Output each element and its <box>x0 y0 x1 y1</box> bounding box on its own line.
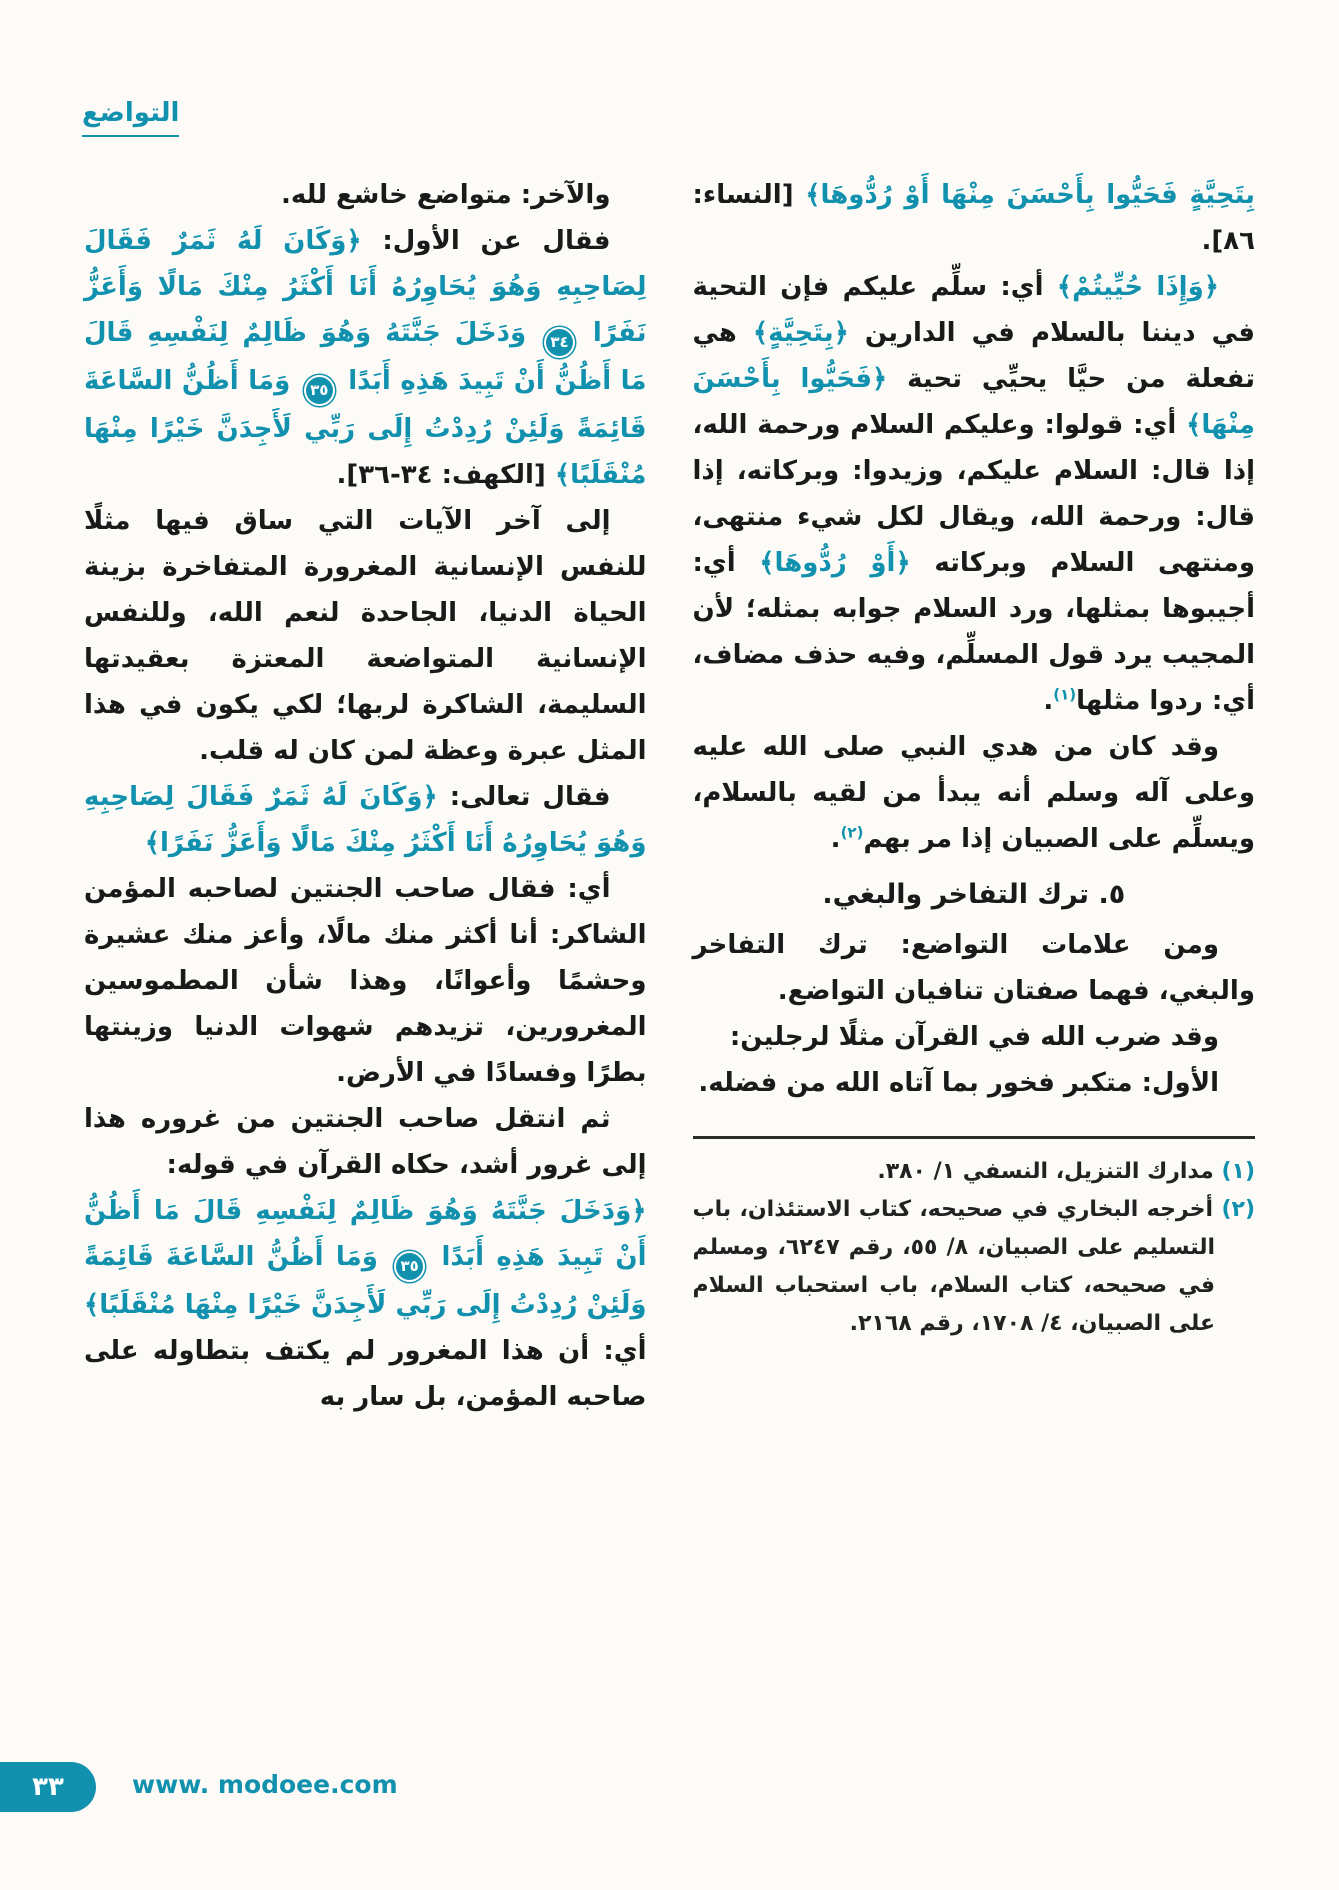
column-left <box>84 172 647 1420</box>
quran-text: بِتَحِيَّةٍ فَحَيُّوا بِأَحْسَنَ مِنْهَا أَوْ رُدُّوهَا﴾ <box>805 180 1255 210</box>
verse-number-badge: ٣٥ <box>394 1251 425 1282</box>
paragraph: ومن علامات التواضع: ترك التفاخر والبغي، فهما صفتان تنافيان التواضع. <box>692 930 1255 1006</box>
column-right <box>693 172 1256 1343</box>
footnote-1 <box>693 1153 1256 1191</box>
quran-text: ﴿وَإِذَا حُيِّيتُمْ﴾ <box>1056 272 1219 302</box>
page-number: ٣٣ <box>32 1772 64 1802</box>
paragraph: إلى آخر الآيات التي ساق فيها مثلًا للنفس الإنسانية المغرورة المتفاخرة بزينة الحياة الدنيا، الجاحدة لنعم الله، وللنفس الإنسانية المتواضعة المعتزة بعقيدتها السليمة، الشاكرة لربها؛ لكي يكون في هذا المثل عبرة وعظة لمن كان له قلب. <box>84 506 647 766</box>
verse-number-badge: ٣٥ <box>304 375 335 406</box>
quran-text: وَمَا أَظُنُّ السَّاعَةَ قَائِمَةً وَلَئِنْ رُدِدْتُ إِلَى رَبِّي لَأَجِدَنَّ خَيْرًا مِنْهَا مُنْقَلَبًا﴾ <box>84 366 647 490</box>
body-text: وقد كان من هدي النبي صلى الله عليه وعلى آله وسلم أنه يبدأ من لقيه بالسلام، ويسلِّم على الصبيان إذا مر بهم <box>692 732 1255 854</box>
paragraph-with-verse <box>84 218 647 498</box>
verse-reference: [النساء: ٨٦]. <box>692 180 1255 256</box>
paragraph-hadith <box>693 724 1256 862</box>
quran-text: ﴿بِتَحِيَّةٍ﴾ <box>752 318 849 348</box>
footnotes-section <box>693 1136 1256 1343</box>
quran-text: ﴿فَحَيُّوا بِأَحْسَنَ مِنْهَا﴾ <box>692 364 1255 440</box>
body-text: فقال عن الأول: <box>361 226 611 256</box>
footnote-number: (١) <box>1221 1159 1255 1184</box>
chapter-title: التواضع <box>82 98 179 137</box>
footnote-number: (٢) <box>1221 1197 1255 1222</box>
quran-text: ﴿وَكَانَ لَهُ ثَمَرٌ فَقَالَ لِصَاحِبِهِ وَهُوَ يُحَاوِرُهُ أَنَا أَكْثَرُ مِنْكَ مَالًا وَأَعَزُّ نَفَرًا <box>84 226 647 348</box>
paragraph: الأول: متكبر فخور بما آتاه الله من فضله. <box>698 1068 1219 1098</box>
footnote-text: مدارك التنزيل، النسفي ١/ ٣٨٠. <box>877 1159 1214 1184</box>
section-heading: ٥. ترك التفاخر والبغي. <box>822 879 1126 910</box>
body-text: هي تفعلة من حيَّا يحيِّي تحية <box>692 318 1255 394</box>
paragraph-with-verse <box>84 1188 647 1420</box>
verse-number-badge: ٣٤ <box>544 327 575 358</box>
body-text: أي: أن هذا المغرور لم يكتف بتطاوله على صاحبه المؤمن، بل سار به <box>84 1336 647 1412</box>
paragraph: والآخر: متواضع خاشع لله. <box>280 180 611 210</box>
paragraph-verse-continuation <box>693 172 1256 264</box>
quran-text: وَمَا أَظُنُّ السَّاعَةَ قَائِمَةً وَلَئِنْ رُدِدْتُ إِلَى رَبِّي لَأَجِدَنَّ خَيْرًا مِنْهَا مُنْقَلَبًا﴾ <box>84 1242 647 1320</box>
page-number-tab <box>0 1762 96 1812</box>
body-text: . <box>1043 686 1054 716</box>
footnote-ref-2: (٢) <box>840 823 864 842</box>
body-text: فقال تعالى: <box>437 782 611 812</box>
footnote-text: أخرجه البخاري في صحيحه، كتاب الاستئذان، باب التسليم على الصبيان، ٨/ ٥٥، رقم ٦٢٤٧، ومسلم في صحيحه، كتاب السلام، باب استحباب السلام على الصبيان، ٤/ ١٧٠٨، رقم ٢١٦٨. <box>692 1197 1216 1336</box>
footnote-2 <box>693 1191 1256 1343</box>
body-text: أي: سلِّم عليكم فإن التحية في ديننا بالسلام في الدارين <box>692 272 1255 348</box>
paragraph-with-verse <box>84 774 647 866</box>
paragraph: أي: فقال صاحب الجنتين لصاحبه المؤمن الشاكر: أنا أكثر منك مالًا، وأعز منك عشيرة وحشمًا وأعوانًا، وهذا شأن المطموسين المغرورين، تزيدهم شهوات الدنيا وزينتها بطرًا وفسادًا في الأرض. <box>84 874 647 1088</box>
body-text: . <box>830 824 841 854</box>
paragraph-tafsir <box>693 264 1256 724</box>
quran-text: ﴿وَكَانَ لَهُ ثَمَرٌ فَقَالَ لِصَاحِبِهِ وَهُوَ يُحَاوِرُهُ أَنَا أَكْثَرُ مِنْكَ مَالًا وَأَعَزُّ نَفَرًا﴾ <box>84 782 647 858</box>
quran-text: ﴿وَدَخَلَ جَنَّتَهُ وَهُوَ ظَالِمٌ لِنَفْسِهِ قَالَ مَا أَظُنُّ أَنْ تَبِيدَ هَذِهِ أَبَدًا <box>84 1196 647 1272</box>
quran-text: وَدَخَلَ جَنَّتَهُ وَهُوَ ظَالِمٌ لِنَفْسِهِ قَالَ مَا أَظُنُّ أَنْ تَبِيدَ هَذِهِ أَبَدًا <box>84 318 647 396</box>
paragraph: ثم انتقل صاحب الجنتين من غروره هذا إلى غرور أشد، حكاه القرآن في قوله: <box>84 1104 647 1180</box>
website-url: www. modoee.com <box>132 1770 398 1799</box>
body-text: أي: أجيبوها بمثلها، ورد السلام جوابه بمثله؛ لأن المجيب يرد قول المسلِّم، وفيه حذف مضاف، أي: ردوا مثلها <box>692 548 1255 716</box>
quran-text: ﴿أَوْ رُدُّوهَا﴾ <box>759 548 911 578</box>
verse-reference: [الكهف: ٣٤-٣٦]. <box>336 460 555 490</box>
paragraph: وقد ضرب الله في القرآن مثلًا لرجلين: <box>729 1022 1219 1052</box>
body-text: أي: قولوا: وعليكم السلام ورحمة الله، إذا قال: السلام عليكم، وزيدوا: وبركاته، إذا قال: ورحمة الله، ويقال لكل شيء منتهى، ومنتهى السلام وبركاته <box>692 410 1255 578</box>
footnote-ref-1: (١) <box>1053 685 1077 704</box>
text-columns <box>84 172 1255 1420</box>
footnote-divider <box>693 1136 1256 1139</box>
